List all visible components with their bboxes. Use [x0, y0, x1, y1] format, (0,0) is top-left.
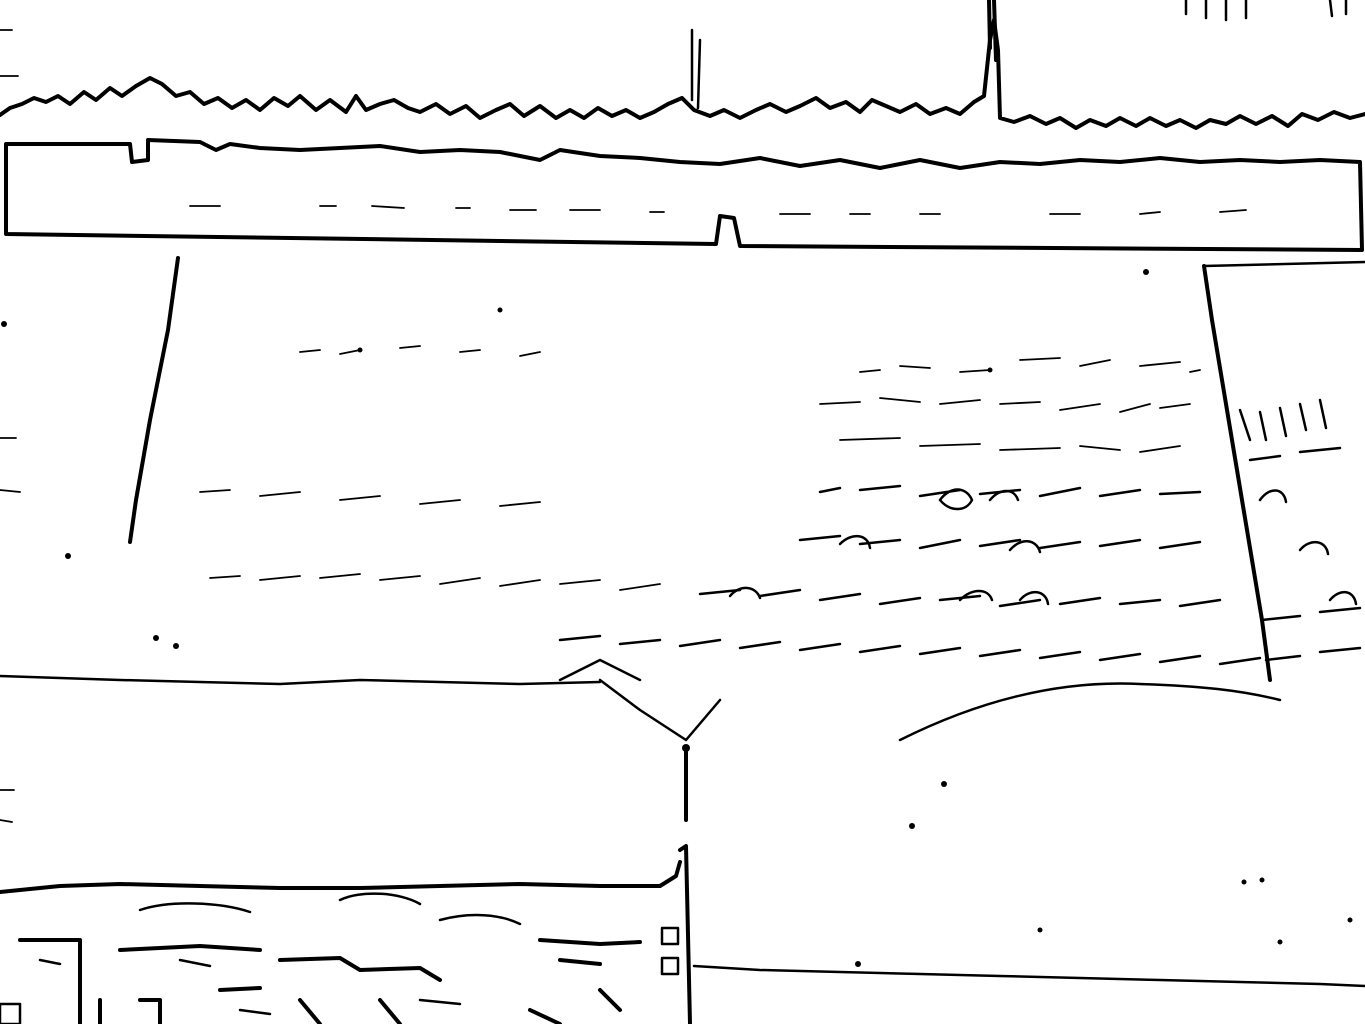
inscription-marks [200, 346, 1260, 664]
top-right-posts [1186, 0, 1346, 20]
skyline-contour [0, 20, 1365, 128]
bottom-structure [20, 940, 640, 1024]
center-pole [680, 748, 690, 1024]
bottom-box-b [662, 958, 678, 974]
building-edge-left [692, 30, 700, 108]
long-wall-outline [6, 140, 1362, 250]
bottom-wall-line [0, 862, 680, 892]
bottom-rubble [40, 894, 520, 1014]
wall-texture [190, 206, 1246, 214]
left-margin-marks [0, 30, 20, 822]
bottom-box-c [0, 1004, 20, 1024]
pole-knob [682, 744, 690, 752]
bottom-box-a [662, 928, 678, 944]
speckle-noise [1, 269, 1353, 967]
horizon-line [0, 676, 600, 684]
left-slope-edge [130, 258, 178, 542]
branch-lines [560, 660, 720, 740]
right-panel-marks [1240, 400, 1360, 660]
right-wall-edge [1204, 266, 1270, 680]
right-mound [900, 683, 1280, 740]
right-wall-top [1204, 262, 1365, 266]
bottom-right-ground [694, 966, 1365, 986]
